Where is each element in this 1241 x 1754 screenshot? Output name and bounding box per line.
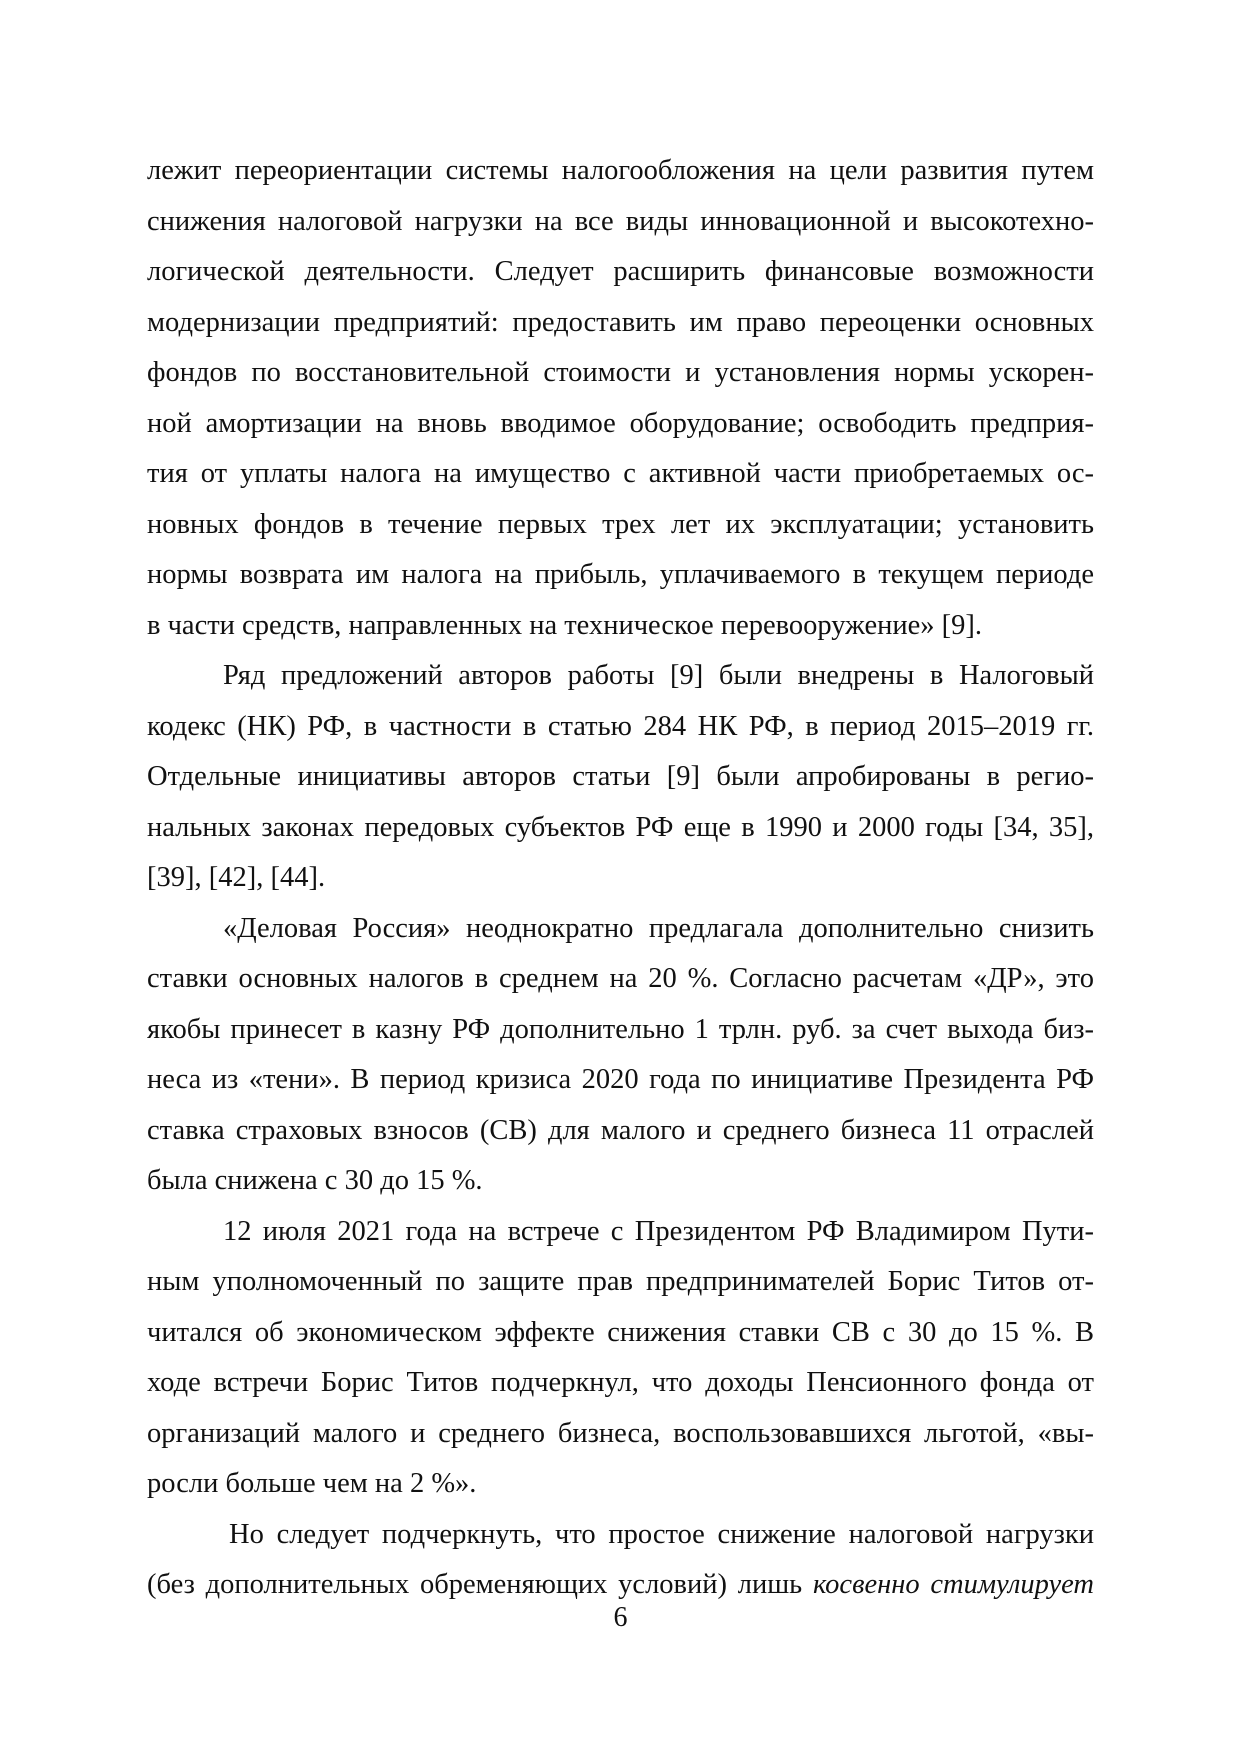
text-line: новных фондов в течение первых трех лет их эксплуатации; установить (147, 508, 1094, 540)
emphasized-text: косвенно стимулирует (812, 1569, 1095, 1600)
text-line: была снижена с 30 до 15 %. (147, 1165, 483, 1196)
page-number: 6 (613, 1602, 628, 1633)
text-line: росли больше чем на 2 %». (147, 1468, 477, 1499)
text-line: читался об экономическом эффекте снижения ставки СВ с 30 до 15 %. В (147, 1316, 1094, 1348)
text-line: ным уполномоченный по защите прав предпринимателей Борис Титов от- (147, 1266, 1094, 1297)
text-line: 12 июля 2021 года на встрече с Президентом РФ Владимиром Пути- (223, 1215, 1094, 1247)
text-line: [39], [42], [44]. (147, 862, 326, 893)
text-line: Но следует подчеркнуть, что простое снижение налоговой нагрузки (229, 1518, 1094, 1550)
text-line: ной амортизации на вновь вводимое оборудование; освободить предприя- (147, 407, 1094, 439)
paragraph-5 (147, 1510, 1094, 1611)
text-line: снижения налоговой нагрузки на все виды инновационной и высокотехно- (147, 205, 1094, 237)
text-line: в части средств, направленных на техническое перевооружение» [9]. (147, 609, 982, 641)
text-line: нальных законах передовых субъектов РФ еще в 1990 и 2000 годы [34, 35], (147, 811, 1094, 843)
paragraph-3 (147, 904, 1094, 1207)
text-line: нормы возврата им налога на прибыль, уплачиваемого в текущем периоде (147, 559, 1094, 590)
paragraph-4 (147, 1207, 1094, 1510)
text-line: ставки основных налогов в среднем на 20 %. Согласно расчетам «ДР», это (147, 963, 1094, 994)
text-line: ходе встречи Борис Титов подчеркнул, что доходы Пенсионного фонда от (147, 1367, 1094, 1398)
text-line: логической деятельности. Следует расширить финансовые возможности (147, 256, 1094, 287)
paragraph-2 (147, 651, 1094, 904)
text-line: Отдельные инициативы авторов статьи [9] были апробированы в регио- (147, 761, 1094, 792)
text-line: Ряд предложений авторов работы [9] были внедрены в Налоговый (223, 660, 1094, 691)
text-line: лежит переориентации системы налогообложения на цели развития путем (147, 155, 1094, 186)
text-line: якобы принесет в казну РФ дополнительно 1 трлн. руб. за счет выхода биз- (147, 1013, 1094, 1045)
text-run: (без дополнительных обременяющих условий) лишь (147, 1569, 813, 1600)
text-line: «Деловая Россия» неоднократно предлагала дополнительно снизить (223, 912, 1094, 944)
text-line: ставка страховых взносов (СВ) для малого и среднего бизнеса 11 отраслей (147, 1114, 1094, 1146)
paragraph-1 (147, 146, 1094, 651)
text-line: организаций малого и среднего бизнеса, воспользовавшихся льготой, «вы- (147, 1417, 1094, 1449)
text-line: модернизации предприятий: предоставить им право переоценки основных (147, 306, 1094, 338)
document-page-body (147, 146, 1094, 1611)
text-line: кодекс (НК) РФ, в частности в статью 284 НК РФ, в период 2015–2019 гг. (147, 710, 1094, 742)
text-line: неса из «тени». В период кризиса 2020 года по инициативе Президента РФ (147, 1064, 1094, 1095)
text-line: фондов по восстановительной стоимости и установления нормы ускорен- (147, 357, 1094, 388)
text-line: тия от уплаты налога на имущество с активной части приобретаемых ос- (147, 458, 1094, 489)
